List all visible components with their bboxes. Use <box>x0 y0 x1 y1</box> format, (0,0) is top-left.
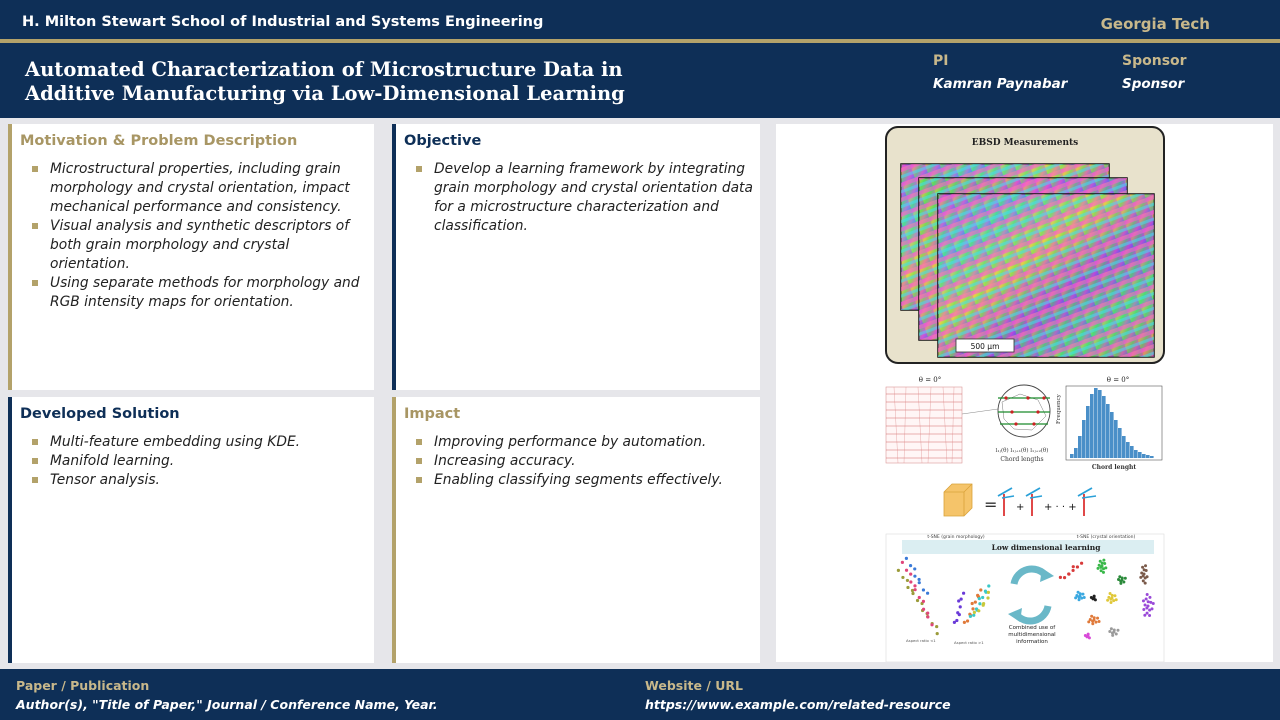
pi-name: Kamran Paynabar <box>933 76 1068 92</box>
low-dim-title: Low dimensional learning <box>991 543 1101 552</box>
scatter-point <box>972 614 975 617</box>
title-line-2: Additive Manufacturing via Low-Dimensional Learning <box>25 82 625 105</box>
panel-accent-bar <box>8 124 12 390</box>
solution-list <box>32 433 362 490</box>
histogram-bar <box>1150 456 1154 458</box>
scatter-point <box>1147 600 1150 603</box>
scatter-point <box>1150 607 1153 610</box>
list-item: Using separate methods for morphology and RGB intensity maps for orientation. <box>32 274 362 312</box>
scatter-point <box>1072 565 1075 568</box>
scatter-point <box>909 580 912 583</box>
scatter-point <box>1117 578 1120 581</box>
scatter-point <box>1090 615 1093 618</box>
list-item: Enabling classifying segments effectively. <box>416 471 756 490</box>
scatter-point <box>1112 599 1115 602</box>
list-item: Develop a learning framework by integrating grain morphology and crystal orientation data for a microstructure characterization and classification. <box>416 160 756 236</box>
scatter-point <box>1071 569 1074 572</box>
scatter-point <box>901 576 904 579</box>
scatter-point <box>1122 580 1125 583</box>
scatter-point <box>1102 571 1105 574</box>
scatter-point <box>971 607 974 610</box>
footer-bar <box>0 669 1280 720</box>
scatter-point <box>1108 630 1111 633</box>
scatter-point <box>978 597 981 600</box>
website-label: Website / URL <box>645 678 743 693</box>
theta-label-left: θ = 0° <box>918 376 942 384</box>
impact-heading: Impact <box>404 406 461 422</box>
research-figure <box>776 124 1273 662</box>
scatter-point <box>1113 594 1116 597</box>
chord-schematic <box>998 385 1050 437</box>
figure-panel <box>776 124 1273 662</box>
solution-panel <box>8 397 374 663</box>
scatter-point <box>1103 562 1106 565</box>
scatter-point <box>1093 616 1096 619</box>
scatter-point <box>959 605 962 608</box>
svg-text:+: + <box>1016 502 1025 513</box>
scatter-point <box>1098 564 1101 567</box>
scatter-point <box>1087 633 1090 636</box>
scatter-point <box>1095 621 1098 624</box>
scatter-point <box>926 615 929 618</box>
scatter-point <box>1118 575 1121 578</box>
scatter-point <box>897 569 900 572</box>
histogram-bar <box>1074 448 1078 458</box>
scatter-point <box>1152 602 1155 605</box>
tsne-right-title: t-SNE (crystal orientation) <box>1076 535 1136 540</box>
scatter-point <box>1115 632 1118 635</box>
scatter-point <box>1083 596 1086 599</box>
sponsor-label: Sponsor <box>1122 53 1187 69</box>
tsne-left-title: t-SNE (grain morphology) <box>927 535 985 540</box>
scatter-point <box>913 575 916 578</box>
scatter-point <box>1059 576 1062 579</box>
scatter-point <box>1140 572 1143 575</box>
scatter-point <box>976 594 979 597</box>
svg-text:+ · · +: + · · + <box>1044 502 1077 513</box>
scatter-point <box>1110 601 1113 604</box>
scatter-point <box>1088 636 1091 639</box>
scatter-point <box>1096 617 1099 620</box>
scatter-point <box>987 584 990 587</box>
crystal-cube-icon <box>944 484 972 516</box>
scatter-point <box>1146 612 1149 615</box>
scatter-point <box>1098 620 1101 623</box>
histogram-bar <box>1090 394 1094 458</box>
scatter-point <box>909 564 912 567</box>
scatter-point <box>1115 598 1118 601</box>
scatter-point <box>936 632 939 635</box>
scatter-point <box>1142 599 1145 602</box>
objective-panel <box>392 124 760 390</box>
histogram-bar <box>1082 420 1086 458</box>
poster-title <box>25 58 745 106</box>
scatter-point <box>969 615 972 618</box>
scatter-point <box>1076 565 1079 568</box>
histogram-bar <box>1070 454 1074 458</box>
solution-heading: Developed Solution <box>20 406 180 422</box>
combined-line-1: Combined use of <box>1008 625 1056 631</box>
combined-line-3: information <box>1016 639 1048 645</box>
histogram-bar <box>1126 442 1130 458</box>
scatter-point <box>1145 607 1148 610</box>
scatter-point <box>960 597 963 600</box>
scatter-point <box>1099 560 1102 563</box>
scatter-point <box>987 591 990 594</box>
motivation-list <box>32 160 362 312</box>
scatter-point <box>1124 577 1127 580</box>
scatter-point <box>1145 597 1148 600</box>
scatter-point <box>1077 591 1080 594</box>
scatter-point <box>1144 564 1147 567</box>
scatter-point <box>922 600 925 603</box>
scatter-point <box>1109 592 1112 595</box>
scatter-point <box>1063 576 1066 579</box>
scatter-point <box>1148 596 1151 599</box>
orientation-components <box>998 488 1096 516</box>
list-item: Multi-feature embedding using KDE. <box>32 433 362 452</box>
scatter-point <box>914 588 917 591</box>
pi-label: PI <box>933 53 949 69</box>
panel-accent-bar <box>392 124 396 390</box>
scatter-point <box>1144 603 1147 606</box>
scatter-point <box>1102 559 1105 562</box>
scatter-point <box>963 621 966 624</box>
scatter-point <box>1139 576 1142 579</box>
list-item: Manifold learning. <box>32 452 362 471</box>
scatter-point <box>930 623 933 626</box>
scatter-point <box>913 567 916 570</box>
list-item: Microstructural properties, including grain morphology and crystal orientation, impact mechanical performance and consistency. <box>32 160 362 217</box>
scatter-point <box>1078 598 1081 601</box>
histogram-bar <box>1114 420 1118 458</box>
scatter-point <box>1074 596 1077 599</box>
scatter-point <box>978 602 981 605</box>
title-line-1: Automated Characterization of Microstructure Data in <box>25 58 623 81</box>
chord-lengths-label: Chord lengths <box>1000 456 1044 463</box>
list-item: Tensor analysis. <box>32 471 362 490</box>
histogram-bar <box>1138 452 1142 458</box>
scatter-point <box>1090 596 1093 599</box>
list-item: Visual analysis and synthetic descriptors of both grain morphology and crystal orientation. <box>32 217 362 274</box>
scatter-point <box>918 581 921 584</box>
scatter-point <box>1144 582 1147 585</box>
scatter-point <box>1080 562 1083 565</box>
scatter-point <box>911 592 914 595</box>
scatter-point <box>1084 634 1087 637</box>
histogram-bar <box>1106 404 1110 458</box>
scatter-point <box>1087 620 1090 623</box>
institution-name: Georgia Tech <box>1100 15 1210 33</box>
aspect-ratio-label-2: Aspect ratio >1 <box>954 640 984 645</box>
scatter-point <box>1067 573 1070 576</box>
scatter-point <box>1116 629 1119 632</box>
chord-length-histogram <box>1066 386 1162 460</box>
scatter-point <box>1142 608 1145 611</box>
scatter-point <box>955 619 958 622</box>
histogram-bar <box>1142 454 1146 458</box>
school-name: H. Milton Stewart School of Industrial and Systems Engineering <box>22 14 544 30</box>
scatter-point <box>1097 567 1100 570</box>
scatter-point <box>917 578 920 581</box>
scatter-point <box>1113 629 1116 632</box>
scatter-point <box>986 596 989 599</box>
scatter-point <box>1080 597 1083 600</box>
ebsd-title: EBSD Measurements <box>971 138 1079 148</box>
histogram-bar <box>1094 388 1098 458</box>
scatter-point <box>905 569 908 572</box>
theta-label-right: θ = 0° <box>1106 376 1130 384</box>
histogram-bar <box>1122 436 1126 458</box>
scatter-point <box>984 590 987 593</box>
objective-heading: Objective <box>404 133 482 149</box>
equals-sign: = <box>984 495 998 514</box>
scatter-point <box>971 602 974 605</box>
histogram-bar <box>1134 450 1138 458</box>
scatter-point <box>1111 634 1114 637</box>
scatter-point <box>926 611 929 614</box>
histogram-y-label: Frequency <box>1056 394 1062 424</box>
scatter-point <box>1146 593 1149 596</box>
panel-accent-bar <box>8 397 12 663</box>
histogram-bar <box>1078 436 1082 458</box>
motivation-heading: Motivation & Problem Description <box>20 133 298 149</box>
scatter-point <box>956 611 959 614</box>
scatter-point <box>916 599 919 602</box>
histogram-bar <box>1102 396 1106 458</box>
sponsor-name: Sponsor <box>1122 76 1185 92</box>
impact-panel <box>392 397 760 663</box>
title-banner <box>0 43 1280 118</box>
scatter-point <box>909 573 912 576</box>
combined-line-2: multidimensional <box>1008 632 1056 638</box>
scatter-point <box>1141 566 1144 569</box>
top-banner <box>0 0 1280 40</box>
scatter-point <box>973 611 976 614</box>
paper-label: Paper / Publication <box>16 678 150 693</box>
scatter-point <box>1093 595 1096 598</box>
scatter-point <box>977 609 980 612</box>
chord-symbols: l₁ⱼ(θ) l₁ⱼ₊₁(θ) l₁ⱼ₊₂(θ) <box>995 448 1049 454</box>
scatter-point <box>962 592 965 595</box>
scatter-point <box>922 608 925 611</box>
paper-citation: Author(s), "Title of Paper," Journal / Conference Name, Year. <box>16 697 438 712</box>
scatter-point <box>1110 627 1113 630</box>
scatter-point <box>906 586 909 589</box>
scatter-point <box>966 619 969 622</box>
histogram-bar <box>1086 406 1090 458</box>
scatter-point <box>1119 582 1122 585</box>
scatter-point <box>1148 614 1151 617</box>
scatter-point <box>905 557 908 560</box>
scatter-point <box>1106 599 1109 602</box>
aspect-ratio-label-1: Aspect ratio <1 <box>906 638 936 643</box>
scatter-point <box>926 592 929 595</box>
scatter-point <box>1104 566 1107 569</box>
list-item: Increasing accuracy. <box>416 452 756 471</box>
scatter-point <box>1143 614 1146 617</box>
scatter-point <box>1094 598 1097 601</box>
scatter-point <box>918 596 921 599</box>
motivation-panel <box>8 124 374 390</box>
website-url[interactable]: https://www.example.com/related-resource <box>645 697 951 712</box>
scatter-point <box>981 596 984 599</box>
scatter-point <box>935 625 938 628</box>
grain-mesh <box>886 387 962 463</box>
scatter-point <box>922 588 925 591</box>
scatter-point <box>1146 575 1149 578</box>
histogram-x-label: Chord lenght <box>1091 464 1137 471</box>
scale-bar-label: 500 μm <box>970 342 1000 351</box>
impact-list <box>416 433 756 490</box>
scatter-point <box>906 579 909 582</box>
histogram-bar <box>1130 446 1134 458</box>
scatter-point <box>1091 622 1094 625</box>
scatter-point <box>1145 569 1148 572</box>
objective-list <box>416 160 756 236</box>
scatter-point <box>979 588 982 591</box>
histogram-bar <box>1110 412 1114 458</box>
scatter-point <box>901 561 904 564</box>
panel-accent-bar <box>392 397 396 663</box>
list-item: Improving performance by automation. <box>416 433 756 452</box>
histogram-bar <box>1098 390 1102 458</box>
scatter-point <box>974 601 977 604</box>
scatter-point <box>1107 596 1110 599</box>
histogram-bar <box>1146 455 1150 458</box>
scatter-point <box>1081 593 1084 596</box>
scatter-point <box>913 584 916 587</box>
histogram-bar <box>1118 428 1122 458</box>
scatter-point <box>982 602 985 605</box>
